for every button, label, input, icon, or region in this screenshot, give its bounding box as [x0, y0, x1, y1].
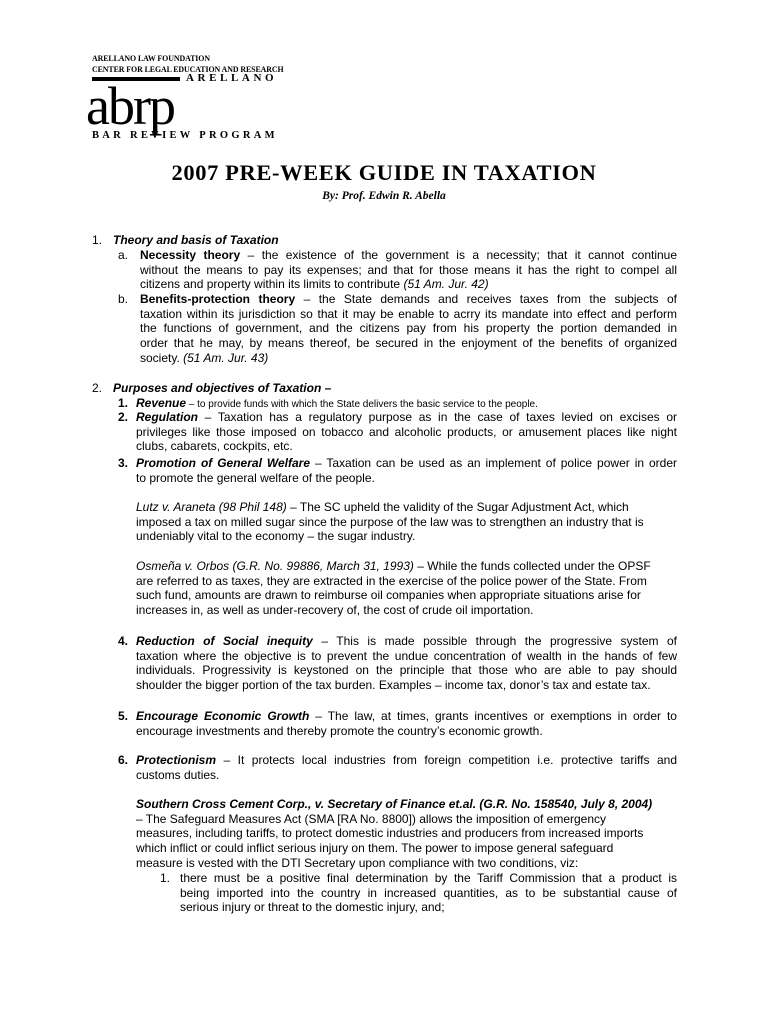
regulation-number: 2. — [118, 410, 129, 424]
item-a-marker: a. — [118, 248, 129, 262]
abrp-logo: abrp — [86, 76, 174, 136]
growth-item: Encourage Economic Growth – The law, at times, grants incentives or exemptions in order to encourage investments and thereby promote the country’s economic growth. — [136, 709, 677, 738]
benefits-protection-theory: Benefits-protection theory – the State demands and receives taxes from the subjects of taxation within its jurisdiction so that it may be enable to acrry its mandate into effect and perform the functions of government, and the citizens pay from his property the portion demanded in order that he may, by means thereof, be secured in the enjoyment of the benefits of organized society. (51 Am. Jur. 43) — [140, 292, 677, 365]
condition-item: there must be a positive final determination by the Tariff Commission that a product is being imported into the country in increased quantities, as to be substantial cause of serious injury or threat to the domestic injury, and; — [180, 871, 677, 915]
revenue-number: 1. — [118, 396, 129, 410]
growth-number: 5. — [118, 709, 129, 723]
protection-number: 6. — [118, 753, 129, 767]
page-title: 2007 PRE-WEEK GUIDE IN TAXATION — [171, 160, 597, 185]
regulation-item: Regulation – Taxation has a regulatory purpose as in the case of taxes levied on excises or privileges like those imposed on tobacco and alcoholic products, or amusement places like night clubs, cabarets, cockpits, etc. — [136, 410, 677, 454]
welfare-item: Promotion of General Welfare – Taxation can be used as an implement of police power in order to promote the general welfare of the people. — [136, 456, 677, 485]
section2-number: 2. — [92, 381, 103, 395]
inequity-item: Reduction of Social inequity – This is made possible through the progressive system of taxation where the objective is to prevent the undue concentration of wealth in the hands of few individuals. Progressivity is keystoned on the principle that those who are able to pay should shoulder the bigger portion of the tax burden. Examples – income tax, donor’s tax and estate tax. — [136, 634, 678, 693]
item-b-marker: b. — [118, 292, 129, 306]
section1-number: 1. — [92, 233, 103, 247]
necessity-theory: Necessity theory – the existence of the government is a necessity; that it cannot continue without the means to pay its expenses; and that for those means it has the right to compel all citizens and property within its limits to contribute (51 Am. Jur. 42) — [140, 248, 678, 292]
revenue-item: Revenue – to provide funds with which the State delivers the basic service to the people. — [136, 396, 538, 410]
byline: By: Prof. Edwin R. Abella — [322, 190, 446, 202]
condition-number: 1. — [160, 871, 171, 885]
foundation-line-2: CENTER FOR LEGAL EDUCATION AND RESEARCH — [92, 64, 284, 74]
program-name: BAR REVIEW PROGRAM — [92, 130, 278, 141]
lutz-case: Lutz v. Araneta (98 Phil 148) – The SC upheld the validity of the Sugar Adjustment Act, which imposed a tax on milled sugar since the purpose of the law was to strengthen an industry that is undeniably vital to the economy – the sugar industry. — [136, 500, 644, 544]
foundation-line-1: ARELLANO LAW FOUNDATION — [92, 53, 210, 63]
section1-heading: Theory and basis of Taxation — [113, 233, 279, 247]
section2-heading: Purposes and objectives of Taxation – — [113, 381, 332, 395]
southern-cross-case: Southern Cross Cement Corp., v. Secretary of Finance et.al. (G.R. No. 158540, July 8, 2004) – The Safeguard Measures Act (SMA [RA No. 8800]) allows the imposition of emergency measures, including tariffs, to protect domestic industries and producers from increased imports which inflict or could inflict serious injury on them. The power to impose general safeguard measure is vested with the DTI Secretary upon compliance with two conditions, viz: — [136, 797, 653, 870]
inequity-number: 4. — [118, 634, 129, 648]
osmena-case: Osmeña v. Orbos (G.R. No. 99886, March 31, 1993) – While the funds collected under the OPSF are referred to as taxes, they are extracted in the exercise of the police power of the State. From such fund, amounts are drawn to reimburse oil companies when appropriate situations arise for increases in, as well as under-recovery of, the cost of crude oil importation. — [136, 559, 651, 618]
protection-item: Protectionism – It protects local industries from foreign competition i.e. protective tariffs and customs duties. — [136, 753, 677, 782]
welfare-number: 3. — [118, 456, 129, 470]
arellano-wordmark: ARELLANO — [186, 72, 278, 84]
